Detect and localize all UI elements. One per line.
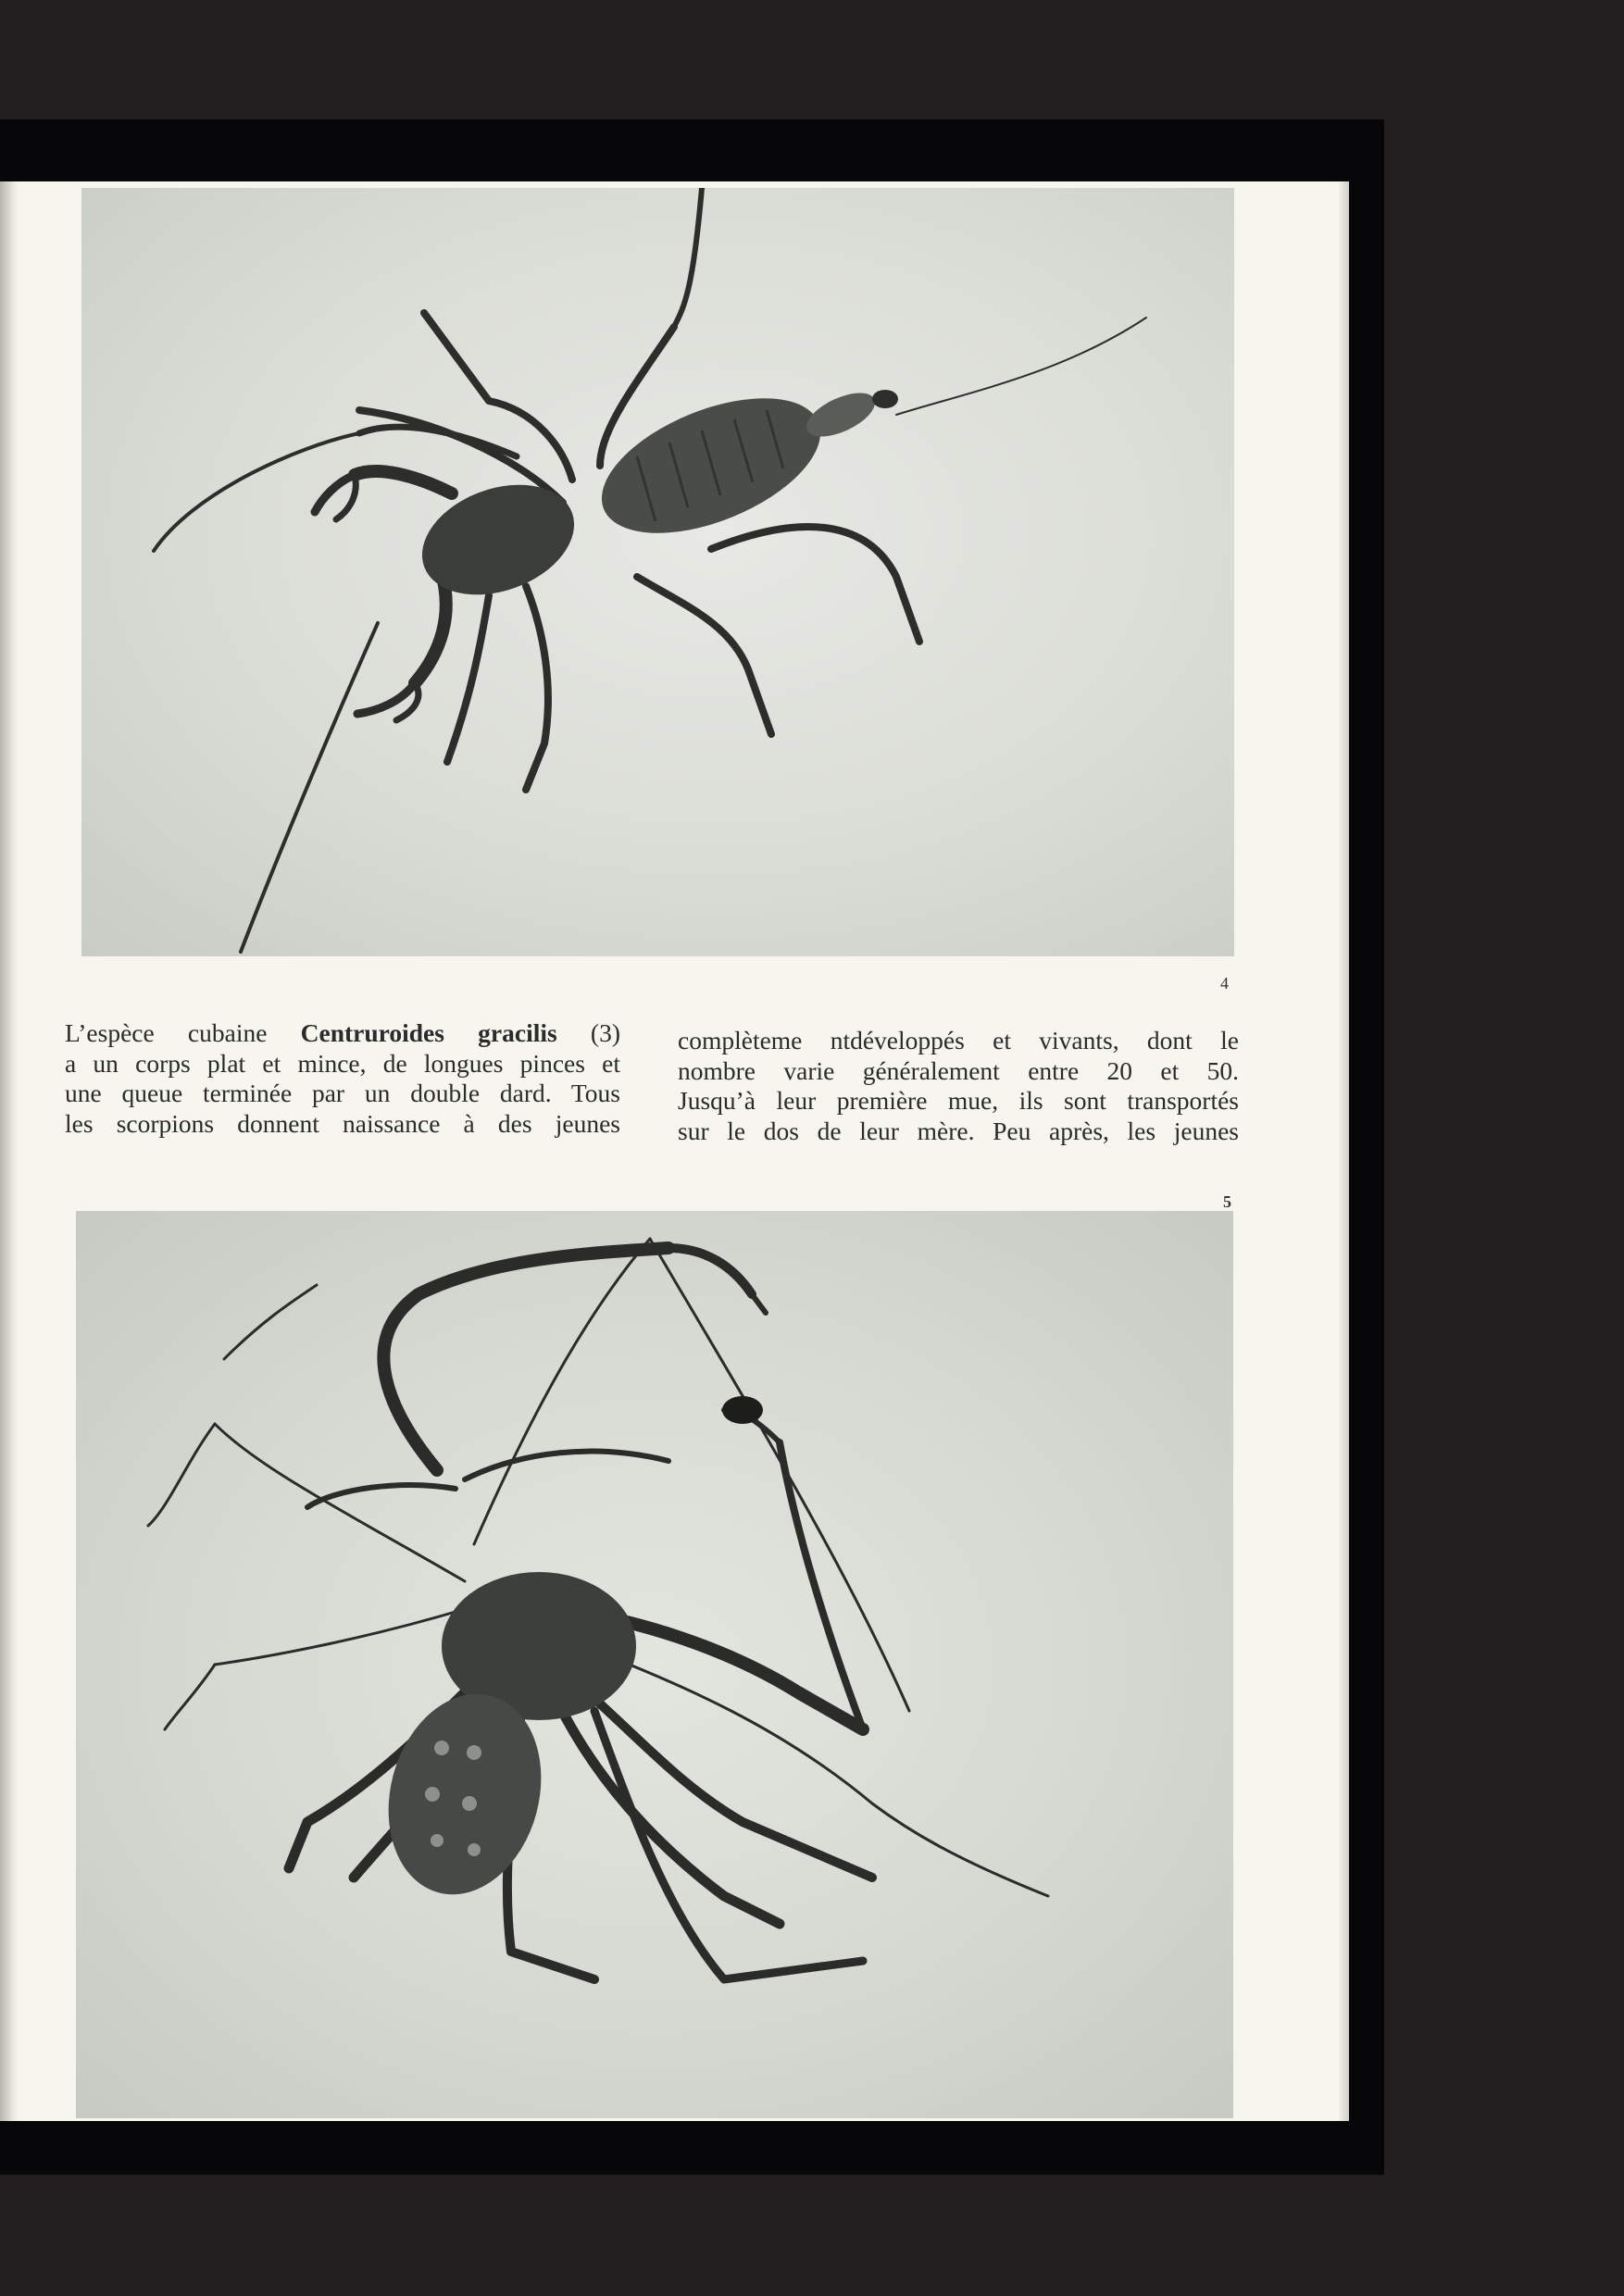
photo-whip-scorpion bbox=[81, 188, 1234, 956]
text-line: Jusqu’à leur première mue, ils sont transportés bbox=[678, 1086, 1239, 1115]
text-fragment: (3) bbox=[556, 1018, 620, 1047]
text-fragment: L’espèce cubaine bbox=[65, 1018, 301, 1047]
text-line: a un corps plat et mince, de longues pinces et bbox=[65, 1048, 620, 1078]
text-line: nombre varie généralement entre 20 et 50. bbox=[678, 1055, 1239, 1085]
text-line: complèteme ntdéveloppés et vivants, dont le bbox=[678, 1026, 1239, 1054]
whip-scorpion-illustration bbox=[81, 188, 1234, 956]
whip-spider-illustration bbox=[76, 1211, 1233, 2118]
photo-whip-spider bbox=[76, 1211, 1233, 2118]
page-gutter bbox=[0, 181, 19, 2121]
text-column-left bbox=[65, 1018, 620, 1139]
page-edge bbox=[1338, 181, 1349, 2121]
text-line: les scorpions donnent naissance à des jeunes bbox=[65, 1108, 620, 1138]
figure-number-bottom: 5 bbox=[1223, 1192, 1231, 1211]
text-line: une queue terminée par un double dard. Tous bbox=[65, 1079, 620, 1107]
text-line: sur le dos de leur mère. Peu après, les jeunes bbox=[678, 1116, 1239, 1145]
figure-number-top: 4 bbox=[1220, 974, 1229, 992]
text-line bbox=[65, 1018, 620, 1049]
species-name: Centruroides gracilis bbox=[300, 1018, 557, 1047]
text-column-right bbox=[678, 1026, 1239, 1146]
